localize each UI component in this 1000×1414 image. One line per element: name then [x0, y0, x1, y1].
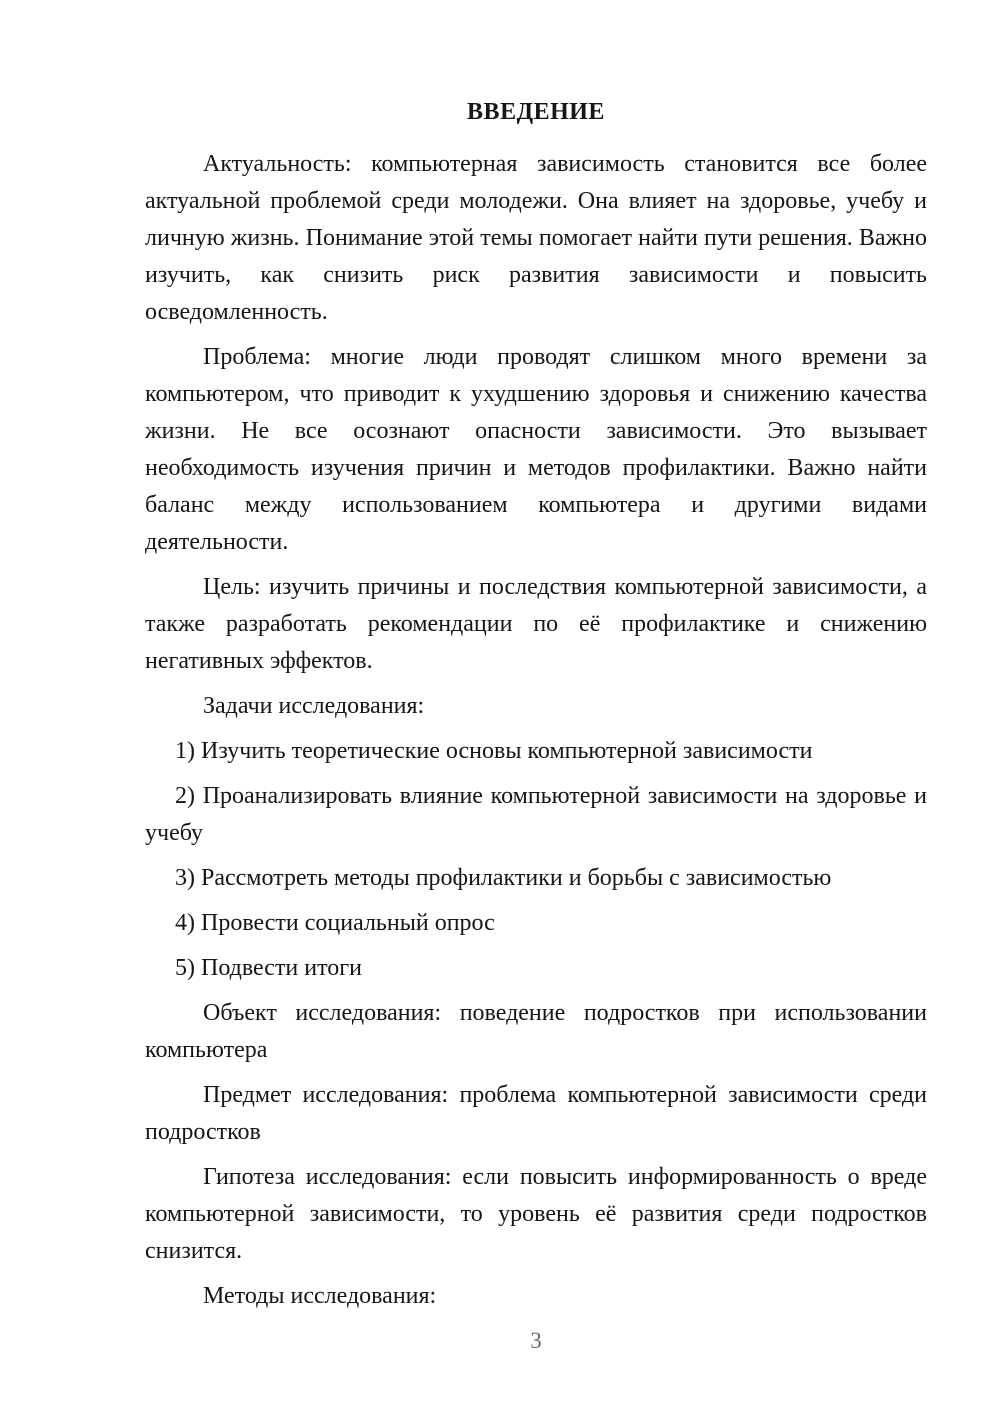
task-item-4: 4) Провести социальный опрос: [175, 910, 495, 936]
paragraph-subject: Предмет исследования: проблема компьютерной зависимости среди подростков: [145, 1082, 927, 1145]
methods-heading: Методы исследования:: [203, 1283, 437, 1309]
paragraph-actuality: Актуальность: компьютерная зависимость становится все более актуальной проблемой среди молодежи. Она влияет на здоровье, учебу и личную жизнь. Понимание этой темы помогает найти пути решения. Важно изучить, как снизить риск развития зависимости и повысить осведомленность.: [145, 151, 927, 325]
paragraph-hypothesis: Гипотеза исследования: если повысить информированность о вреде компьютерной зависимости, то уровень её развития среди подростков снизится.: [145, 1164, 927, 1264]
task-item-1: 1) Изучить теоретические основы компьютерной зависимости: [175, 738, 813, 764]
paragraph-goal: Цель: изучить причины и последствия компьютерной зависимости, а также разработать рекомендации по её профилактике и снижению негативных эффектов.: [145, 574, 927, 674]
page-number: 3: [530, 1328, 542, 1353]
task-item-2: 2) Проанализировать влияние компьютерной зависимости на здоровье и учебу: [145, 783, 927, 846]
paragraph-object: Объект исследования: поведение подростков при использовании компьютера: [145, 1000, 927, 1063]
task-item-5: 5) Подвести итоги: [175, 955, 362, 981]
page-title: ВВЕДЕНИЕ: [467, 99, 605, 125]
task-item-3: 3) Рассмотреть методы профилактики и борьбы с зависимостью: [175, 865, 832, 891]
tasks-heading: Задачи исследования:: [203, 693, 425, 719]
paragraph-problem: Проблема: многие люди проводят слишком много времени за компьютером, что приводит к ухудшению здоровья и снижению качества жизни. Не все осознают опасности зависимости. Это вызывает необходимость изучения причин и методов профилактики. Важно найти баланс между использованием компьютера и другими видами деятельности.: [145, 344, 927, 555]
